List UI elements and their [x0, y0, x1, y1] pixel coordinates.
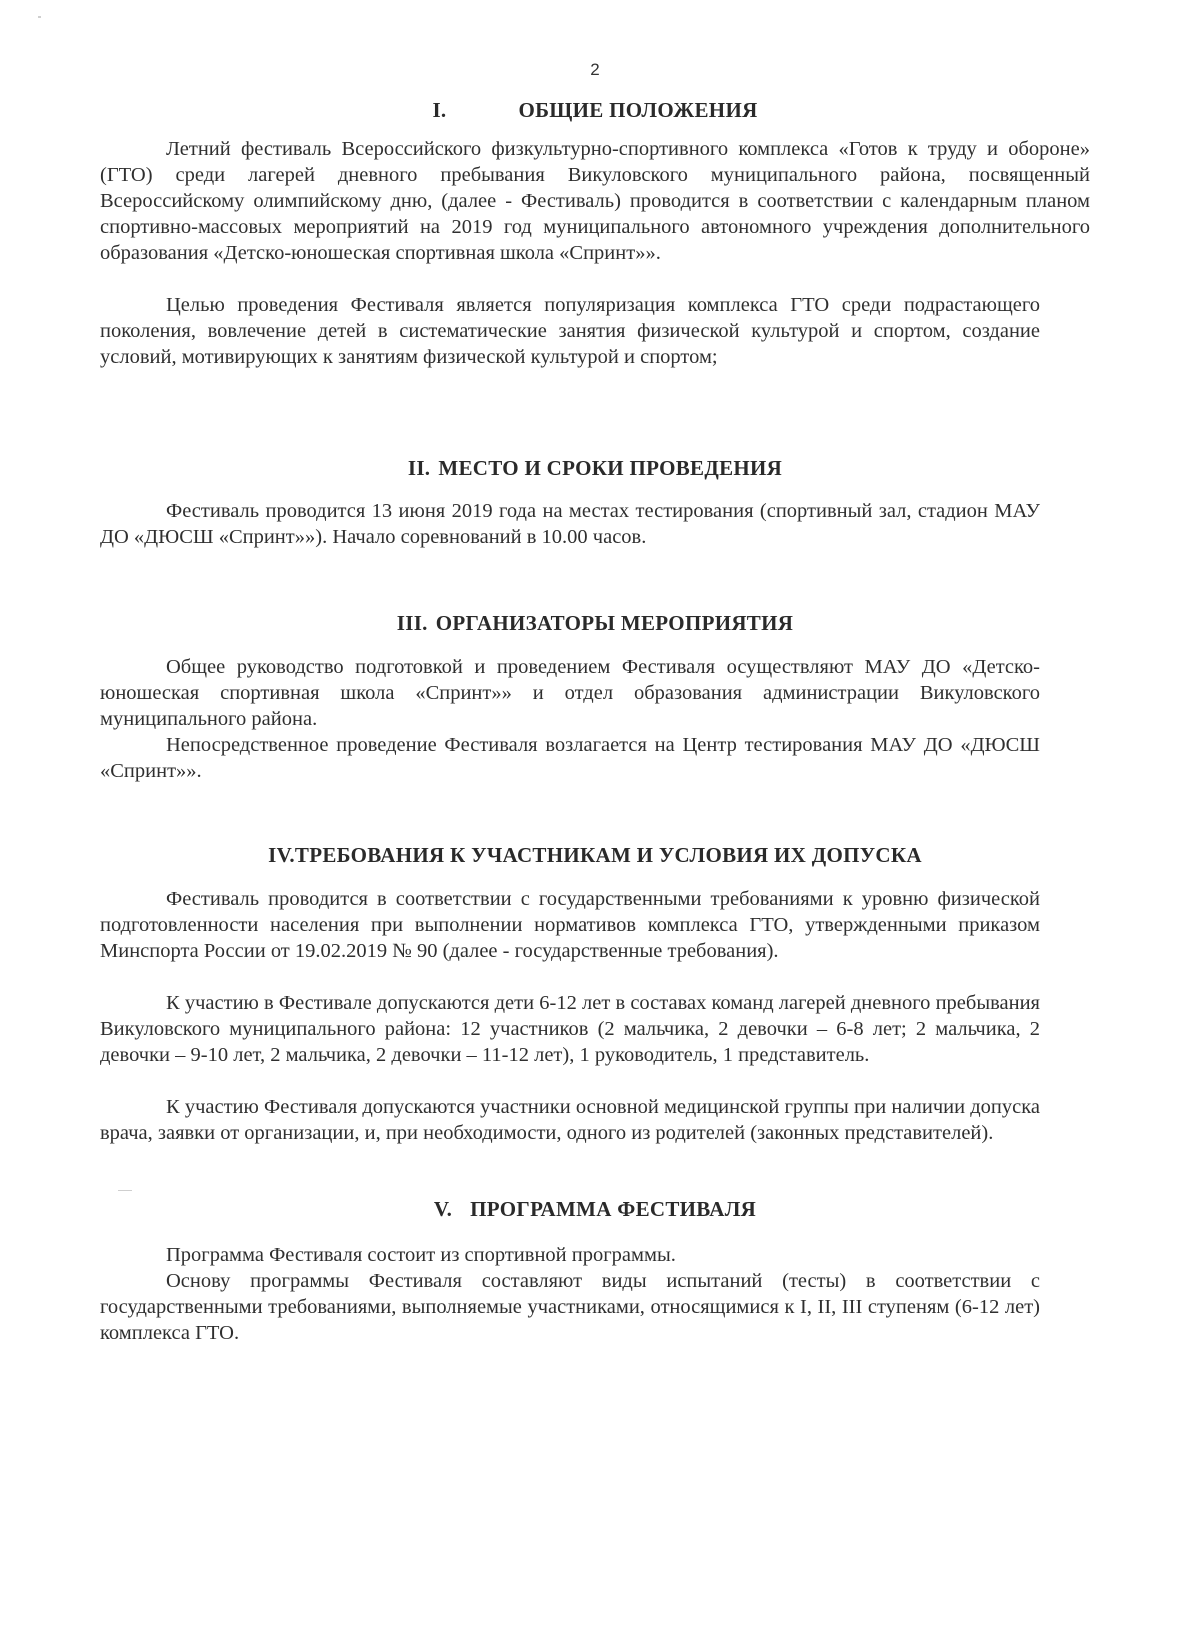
- section-number: III.: [396, 611, 428, 635]
- section-number: V.: [433, 1197, 453, 1221]
- paragraph: Программа Фестиваля состоит из спортивной программы.: [166, 1244, 676, 1266]
- page-number: 2: [590, 60, 600, 79]
- section-heading-organizers: [0, 611, 1190, 636]
- paragraph: Общее руководство подготовкой и проведением Фестиваля осуществляют МАУ ДО «Детско-юношеская спортивная школа «Спринт»» и отдел образования администрации Викуловского муниципального района.: [100, 656, 1040, 730]
- section-heading-program: [0, 1197, 1190, 1222]
- section-heading-participants: [0, 843, 1190, 868]
- section-title: ОРГАНИЗАТОРЫ МЕРОПРИЯТИЯ: [435, 611, 794, 635]
- paragraph: Фестиваль проводится 13 июня 2019 года на местах тестирования (спортивный зал, стадион МАУ ДО «ДЮСШ «Спринт»»). Начало соревнований в 10.00 часов.: [100, 500, 1040, 548]
- paragraph: К участию Фестиваля допускаются участники основной медицинской группы при наличии допуска врача, заявки от организации, и, при необходимости, одного из родителей (законных представителей).: [100, 1096, 1040, 1144]
- section-heading-place-and-dates: [0, 456, 1190, 481]
- section-title: ТРЕБОВАНИЯ К УЧАСТНИКАМ И УСЛОВИЯ ИХ ДОПУСКА: [294, 843, 922, 867]
- paragraph: Летний фестиваль Всероссийского физкультурно-спортивного комплекса «Готов к труду и обороне» (ГТО) среди лагерей дневного пребывания Викуловского муниципального района, посвященный Всероссийскому олимпийскому дню, (далее - Фестиваль) проводится в соответствии с календарным планом спортивно-массовых мероприятий на 2019 год муниципального автономного учреждения дополнительного образования «Детско-юношеская спортивная школа «Спринт»».: [100, 138, 1090, 264]
- paragraph: Основу программы Фестиваля составляют виды испытаний (тесты) в соответствии с государственными требованиями, выполняемые участниками, относящимися к I, II, III ступеням (6-12 лет) комплекса ГТО.: [100, 1270, 1040, 1344]
- section-title: ОБЩИЕ ПОЛОЖЕНИЯ: [518, 98, 758, 122]
- paragraph: Целью проведения Фестиваля является популяризация комплекса ГТО среди подрастающего поколения, вовлечение детей в систематические занятия физической культурой и спортом, создание условий, мотивирующих к занятиям физической культурой и спортом;: [100, 294, 1040, 368]
- section-number: II.: [407, 456, 431, 480]
- paragraph: Непосредственное проведение Фестиваля возлагается на Центр тестирования МАУ ДО «ДЮСШ «Спринт»».: [100, 734, 1040, 782]
- section-number: IV.: [268, 843, 295, 867]
- section-number: I.: [432, 98, 447, 122]
- section-title: МЕСТО И СРОКИ ПРОВЕДЕНИЯ: [438, 456, 783, 480]
- paragraph: Фестиваль проводится в соответствии с государственными требованиями к уровню физической подготовленности населения при выполнении нормативов комплекса ГТО, утвержденными приказом Минспорта России от 19.02.2019 № 90 (далее - государственные требования).: [100, 888, 1040, 962]
- paragraph: К участию в Фестивале допускаются дети 6-12 лет в составах команд лагерей дневного пребывания Викуловского муниципального района: 12 участников (2 мальчика, 2 девочки – 6-8 лет; 2 мальчика, 2 девочки – 9-10 лет, 2 мальчика, 2 девочки – 11-12 лет), 1 руководитель, 1 представитель.: [100, 992, 1040, 1066]
- section-title: ПРОГРАММА ФЕСТИВАЛЯ: [470, 1197, 757, 1221]
- section-heading-general: [0, 98, 1190, 123]
- scan-artifact: [38, 16, 41, 18]
- scan-artifact: [118, 1190, 132, 1191]
